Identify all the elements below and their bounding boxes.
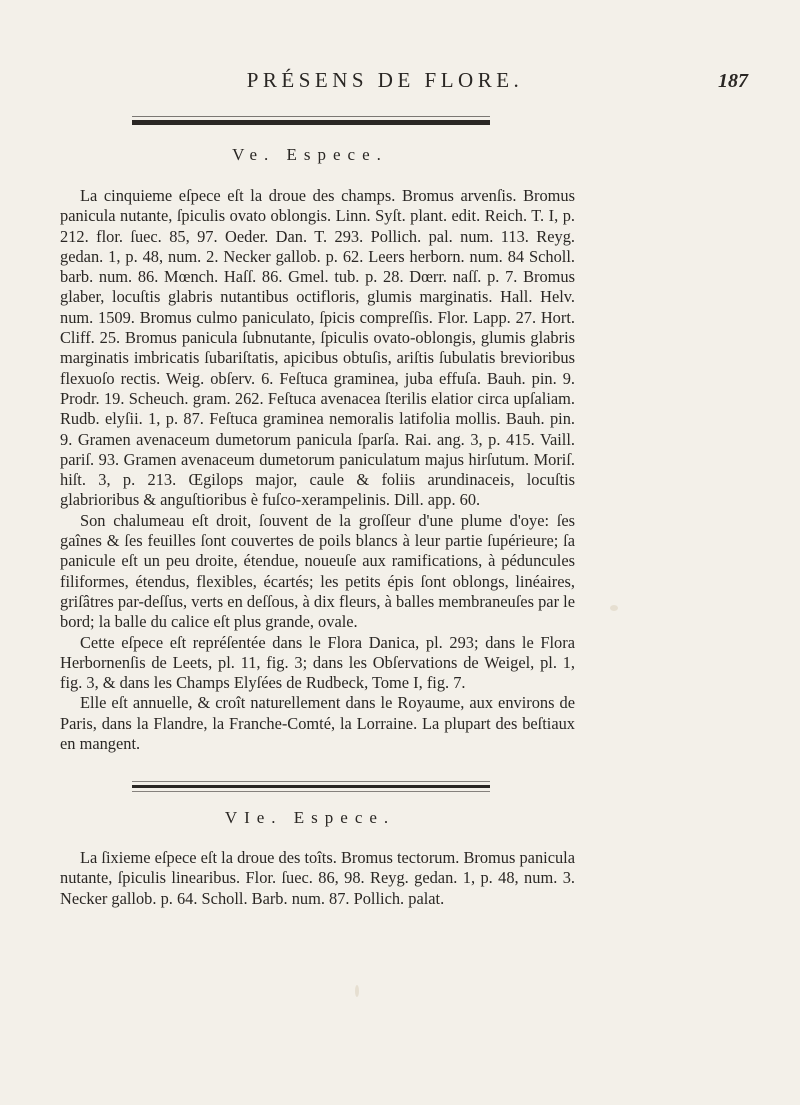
paper-stain bbox=[355, 985, 359, 997]
section-title-6: VIe. Espece. bbox=[224, 808, 396, 827]
paragraph: La ſixieme eſpece eſt la droue des toîts. Bromus tectorum. Bromus panicula nutante, ſpiculis linearibus. Flor. ſuec. 86, 98. Reyg. gedan. 1, p. 48, num. 3. Necker gallob. p. 64. Scholl. Barb. num. 87. Pollich. palat. bbox=[60, 848, 575, 908]
paper-stain bbox=[610, 605, 618, 611]
paragraph: Cette eſpece eſt repréſentée dans le Flora Danica, pl. 293; dans le Flora Herbornenſis de Leets, pl. 11, fig. 3; dans les Obſervations de Weigel, pl. 1, fig. 3, & dans les Champs Elyſées de Rudbeck, Tome I, fig. 7. bbox=[60, 632, 575, 693]
page-number: 187 bbox=[718, 70, 748, 92]
paragraph: Son chalumeau eſt droit, ſouvent de la groſſeur d'une plume d'oye: ſes gaînes & ſes feuilles ſont couvertes de poils blancs à leur partie ſupérieure; ſa panicule eſt un peu droite, étendue, noueuſe aux ramifications, à péduncules filiformes, étendus, flexibles, écartés; les petits épis ſont oblongs, linéaires, griſâtres par-deſſus, verts en deſſous, à dix fleurs, à balles membraneuſes par le bord; la balle du calice eſt plus grande, ovale. bbox=[60, 510, 575, 632]
section-title-5: Ve. Espece. bbox=[232, 145, 388, 164]
running-head: PRÉSENS DE FLORE. bbox=[246, 68, 524, 92]
paragraph: La cinquieme eſpece eſt la droue des champs. Bromus arvenſis. Bromus panicula nutante, ſpiculis ovato oblongis. Linn. Syſt. plant. edit. Reich. T. I, p. 212. flor. ſuec. 85, 97. Oeder. Dan. T. 293. Pollich. pal. num. 113. Reyg. gedan. 1, p. 48, num. 2. Necker gallob. p. 62. Leers herborn. num. 84 Scholl. barb. num. 86. Mœnch. Haſſ. 86. Gmel. tub. p. 28. Dœrr. naſſ. p. 7. Bromus glaber, locuſtis glabris nutantibus octifloris, glumis marginatis. Hall. Helv. num. 1509. Bromus culmo paniculato, ſpicis compreſſis. Flor. Lapp. 27. Hort. Cliff. 25. Bromus panicula ſubnutante, ſpiculis ovato-oblongis, glumis glabris marginatis imbricatis ſubariſtatis, apicibus obtuſis, ariſtis ſubulatis brevioribus flexuoſo rectis. Weig. obſerv. 6. Feſtuca graminea, juba effuſa. Bauh. pin. 9. Prodr. 19. Scheuch. gram. 262. Feſtuca avenacea ſterilis elatior circa upſaliam. Rudb. elyſii. 1, p. 87. Feſtuca graminea nemoralis latifolia mollis. Bauh. pin. 9. Gramen avenaceum dumetorum panicula ſparſa. Rai. ang. 3, p. 415. Vaill. pariſ. 93. Gramen avenaceum dumetorum paniculatum majus hirſutum. Moriſ. hiſt. 3, p. 213. Œgilops major, caule & foliis arundinaceis, locuſtis glabrioribus & anguſtioribus è fuſco-xerampelinis. Dill. app. 60. bbox=[60, 186, 575, 510]
section-5-body bbox=[60, 186, 575, 754]
section-divider bbox=[132, 785, 490, 788]
section-6-body bbox=[60, 848, 575, 909]
header-rule bbox=[132, 120, 490, 125]
paragraph: Elle eſt annuelle, & croît naturellement dans le Royaume, aux environs de Paris, dans la Flandre, la Franche-Comté, la Lorraine. La plupart des beſtiaux en mangent. bbox=[60, 693, 575, 754]
